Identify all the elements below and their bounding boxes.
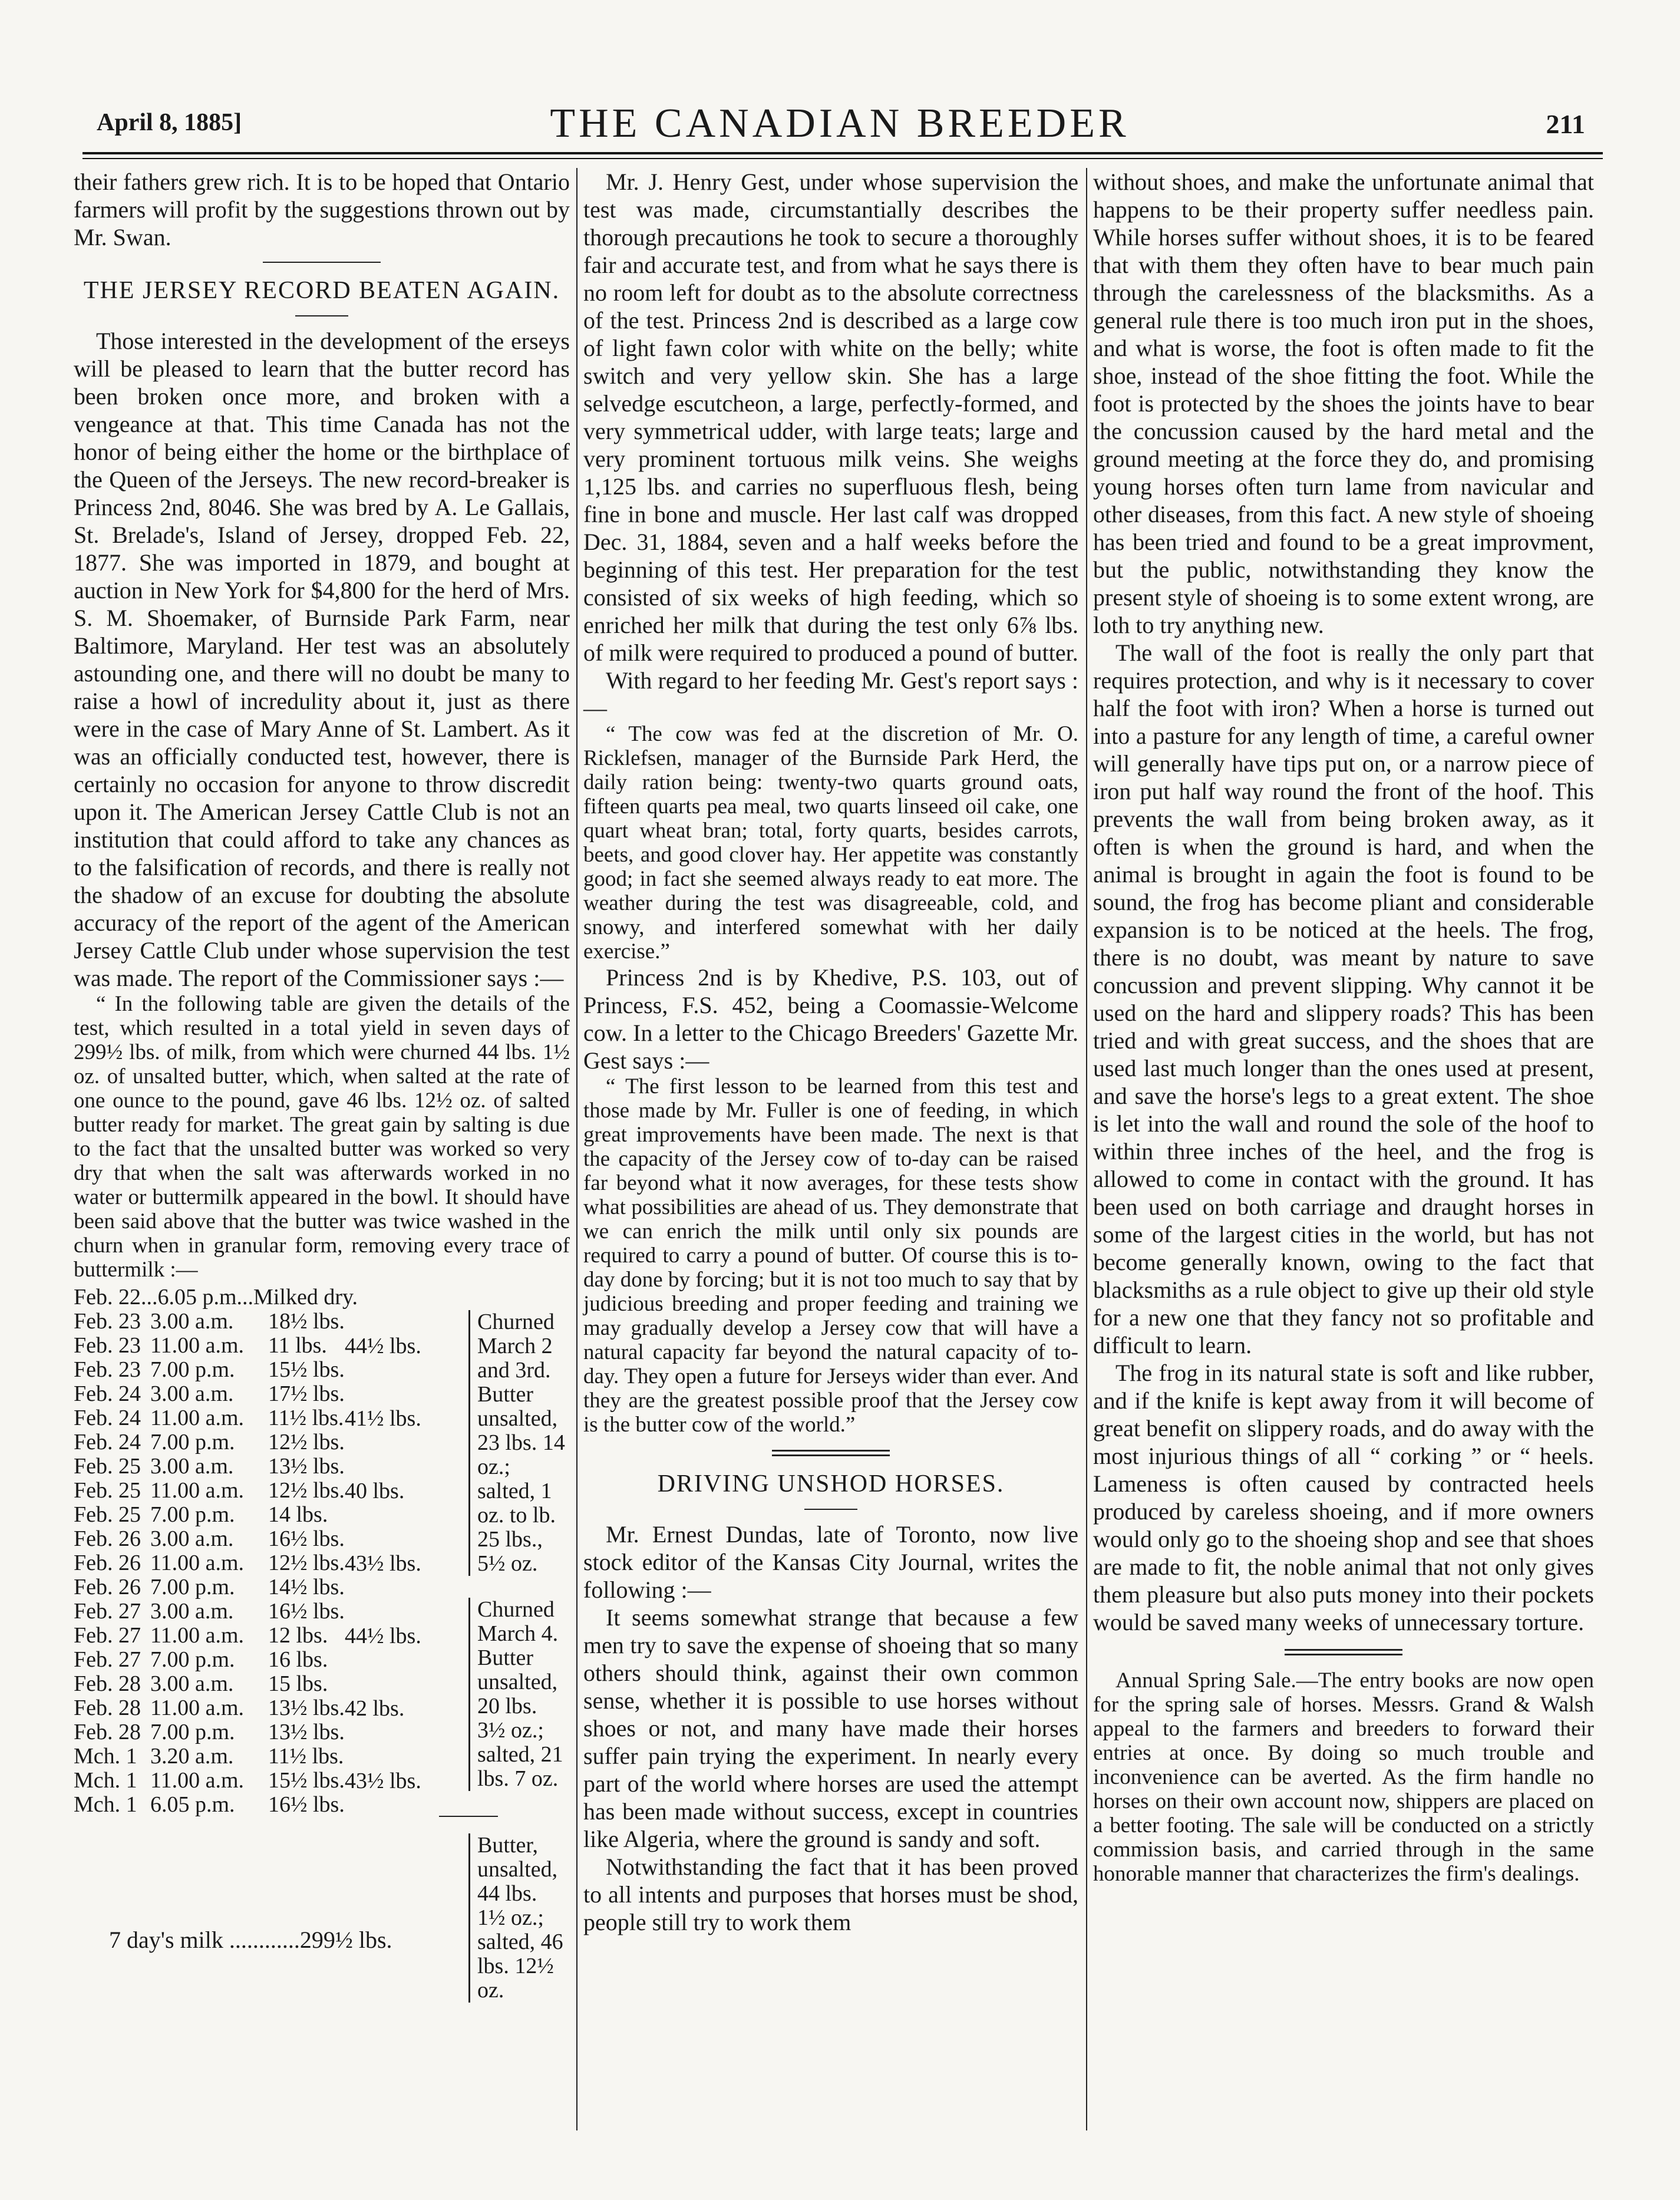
row-date: Mch. 1 [74, 1792, 137, 1817]
quote-paragraph: “ The cow was fed at the discretion of Mr. O. Ricklefsen, manager of the Burnside Park Herd, the daily ration being: twenty-two quarts ground oats, fifteen quarts pea meal, two quarts linseed oil cake, one quart wheat bran; total, forty quarts, besides carrots, beets, and good clover hay. Her appetite was constantly good; in fact she seemed always ready to eat more. The weather during the test was disagreeable, cold, and snowy, and interfered somewhat with her daily exercise.” [583, 722, 1078, 964]
row-time: 3.00 a.m. [150, 1309, 234, 1334]
row-lbs: 18½ lbs. [268, 1309, 345, 1334]
churn-note: Churned March 2 and 3rd. Butter unsalted, 23 lbs. 14 oz.; salted, 1 oz. to lb. 25 lbs., 5½ oz. [468, 1310, 566, 1576]
masthead-title: THE CANADIAN BREEDER [550, 101, 1130, 146]
row-lbs: 16½ lbs. [268, 1792, 345, 1817]
row-time: 11.00 a.m. [150, 1478, 245, 1503]
row-date: Mch. 1 [74, 1768, 137, 1793]
row-lbs: 14½ lbs. [268, 1575, 345, 1599]
row-time: 3.00 a.m. [150, 1381, 234, 1406]
row-date: Feb. 27 [74, 1647, 141, 1672]
row-date: Feb. 24 [74, 1430, 141, 1454]
column-1 [74, 168, 570, 2003]
page-number: 211 [1546, 109, 1585, 139]
header-rule [82, 152, 1603, 154]
row-time: 11.00 a.m. [150, 1696, 245, 1720]
row-time: 11.00 a.m. [150, 1333, 245, 1358]
daily-total: 41½ lbs. [345, 1406, 421, 1431]
row-time: 7.00 p.m. [150, 1357, 235, 1382]
row-date: Feb. 26 [74, 1526, 141, 1551]
row-date: Feb. 28 [74, 1696, 141, 1720]
column-divider [1086, 168, 1087, 2130]
quote-paragraph: “ In the following table are given the details of the test, which resulted in a total yield in seven days of 299½ lbs. of milk, from which were churned 44 lbs. 1½ oz. of unsalted butter, which, when salted at the rate of one ounce to the pound, gave 46 lbs. 12½ oz. of salted butter ready for market. The great gain by salting is due to the fact that the unsalted butter was worked so very dry that when the salt was afterwards worked in no water or buttermilk appeared in the bowl. It should have been said above that the butter was twice washed in the churn when in granular form, removing every trace of buttermilk :— [74, 992, 570, 1282]
daily-total: 44½ lbs. [345, 1624, 421, 1648]
row-date: Feb. 25 [74, 1502, 141, 1527]
daily-total: 42 lbs. [345, 1696, 405, 1721]
row-date: Feb. 28 [74, 1671, 141, 1696]
column-divider [576, 168, 577, 2130]
row-date: Feb. 24 [74, 1381, 141, 1406]
row-time: 3.00 a.m. [150, 1671, 234, 1696]
header-rule-thin [82, 158, 1603, 159]
row-lbs: 13½ lbs. [268, 1696, 345, 1720]
paragraph: Princess 2nd is by Khedive, P.S. 103, out of Princess, F.S. 452, being a Coomassie-Welcome cow. In a letter to the Chicago Breeders' Gazette Mr. Gest says :— [583, 964, 1078, 1074]
table-row: Feb. 22...6.05 p.m...Milked dry. [74, 1285, 358, 1310]
row-date: Feb. 25 [74, 1478, 141, 1503]
row-date: Feb. 25 [74, 1454, 141, 1479]
row-lbs: 12½ lbs. [268, 1430, 345, 1454]
row-date: Feb. 23 [74, 1309, 141, 1334]
row-lbs: 16 lbs. [268, 1647, 328, 1672]
article-title: DRIVING UNSHOD HORSES. [657, 1470, 1005, 1498]
row-time: 3.00 a.m. [150, 1599, 234, 1624]
row-date: Feb. 26 [74, 1575, 141, 1599]
row-lbs: 16½ lbs. [268, 1526, 345, 1551]
article-title: THE JERSEY RECORD BEATEN AGAIN. [83, 277, 560, 304]
divider [1285, 1649, 1402, 1655]
table-row [74, 1575, 570, 1599]
row-lbs: 11 lbs. [268, 1333, 327, 1358]
row-time: 7.00 p.m. [150, 1720, 235, 1744]
row-time: 3.00 a.m. [150, 1454, 234, 1479]
divider [439, 1816, 498, 1817]
row-lbs: 11½ lbs. [268, 1406, 344, 1430]
page-header [82, 100, 1597, 147]
issue-date: April 8, 1885] [97, 109, 242, 136]
row-lbs: 16½ lbs. [268, 1599, 345, 1624]
row-lbs: 12 lbs. [268, 1623, 328, 1648]
divider [772, 1450, 890, 1456]
paragraph: their fathers grew rich. It is to be hoped that Ontario farmers will profit by the suggestions thrown out by Mr. Swan. [74, 169, 570, 250]
paragraph: without shoes, and make the unfortunate animal that happens to be their property suffer needless pain. While horses suffer without shoes, it is to be feared that with them they often have to bear much pain through the carelessness of the blacksmiths. As a general rule there is too much iron put in the shoes, and what is worse, the foot is often made to fit the shoe, instead of the shoe fitting the foot. While the foot is protected by the shoes the joints have to bear the concussion caused by the hard metal and the ground meeting at the force they do, and promising young horses often turn lame from navicular and other diseases, from this fact. A new style of shoeing has been tried and found to be a great improvment, but the public, notwithstanding they know the present style of shoeing is to some extent wrong, are loth to try anything new. [1093, 169, 1594, 638]
paragraph: The wall of the foot is really the only part that requires protection, and why is it necessary to cover half the foot with iron? When a horse is turned out into a pasture for any length of time, a careful owner will generally have tips put on, or a narrow piece of iron put half way round the front of the hoof. This prevents the wall from being broken away, as it often is when the ground is hard, and when the animal is brought in again the foot is found to be sound, the frog has become pliant and considerable expansion is to be noticed at the heels. The frog, there is no doubt, was meant by nature to save concussion and prevent slipping. Why cannot it be used on the hard and slippery roads? This has been tried and with great success, and the shoes that are used last much longer than the ones used at present, and save the horse's legs to a great extent. The shoe is let into the wall and round the sole of the hoof to within three inches of the heel, and the frog is allowed to come in contact with the ground. It has been used on both carriage and draught horses in some of the largest cities in the world, but has not become generally known, owing to the fact that blacksmiths as a rule object to give up their old style for a new one that they fancy not so profitable and difficult to learn. [1093, 639, 1594, 1358]
row-time: 7.00 p.m. [150, 1502, 235, 1527]
divider [295, 315, 348, 316]
weekly-total: 7 day's milk ............299½ lbs. [109, 1927, 392, 1953]
row-date: Feb. 28 [74, 1720, 141, 1744]
daily-total: 43½ lbs. [345, 1769, 421, 1793]
daily-total: 43½ lbs. [345, 1551, 421, 1576]
row-time: 3.00 a.m. [150, 1526, 234, 1551]
row-date: Feb. 27 [74, 1599, 141, 1624]
paragraph: Mr. Ernest Dundas, late of Toronto, now live stock editor of the Kansas City Journal, writes the following :— [583, 1521, 1078, 1603]
row-lbs: 12½ lbs. [268, 1478, 345, 1503]
row-time: 11.00 a.m. [150, 1551, 245, 1575]
table-row [74, 1793, 570, 1817]
row-date: Mch. 1 [74, 1744, 137, 1769]
paragraph: Mr. J. Henry Gest, under whose supervision the test was made, circumstantially describes the thorough precautions he took to secure a thoroughly fair and accurate test, and from what he says there is no room left for doubt as to the absolute correctness of the test. Princess 2nd is described as a large cow of light fawn color with white on the belly; white switch and very yellow skin. She has a large selvedge escutcheon, a large, perfectly-formed, and very symmetrical udder, with large teats; large and very prominent tortuous milk veins. She weighs 1,125 lbs. and carries no superfluous flesh, being fine in bone and muscle. Her last calf was dropped Dec. 31, 1884, seven and a half weeks before the beginning of this test. Her preparation for the test consisted of six weeks of high feeding, which so enriched her milk that during the test only 6⅞ lbs. of milk were required to produced a pound of butter. [583, 169, 1078, 666]
row-time: 7.00 p.m. [150, 1647, 235, 1672]
notice-paragraph: Annual Spring Sale.—The entry books are now open for the spring sale of horses. Messrs. Grand & Walsh appeal to the farmers and breeders to forward their entries at once. By doing so much trouble and inconvenience can be averted. As the firm handle no horses on their own account now, shippers are placed on a better footing. The sale will be conducted on a strictly commission basis, and carried through in the same honorable manner that characterizes the firm's dealings. [1093, 1668, 1594, 1886]
row-date: Feb. 26 [74, 1551, 141, 1575]
churn-note: Churned March 4. Butter unsalted, 20 lbs. 3½ oz.; salted, 21 lbs. 7 oz. [468, 1598, 566, 1791]
butter-total-note: Butter, unsalted, 44 lbs. 1½ oz.; salted, 46 lbs. 12½ oz. [468, 1833, 566, 2003]
divider [804, 1509, 857, 1510]
row-lbs: 11½ lbs. [268, 1744, 344, 1769]
row-date: Feb. 24 [74, 1406, 141, 1430]
row-date: Feb. 23 [74, 1357, 141, 1382]
row-lbs: 15 lbs. [268, 1671, 328, 1696]
row-date: Feb. 27 [74, 1623, 141, 1648]
row-lbs: 14 lbs. [268, 1502, 328, 1527]
divider [263, 262, 381, 263]
paragraph: The frog in its natural state is soft and like rubber, and if the knife is kept away from it will become of great benefit on slippery roads, and do away with the most injurious things of all “ corking ” or “ heels. Lameness is often caused by contracted heels produced by careless shoeing, and if more owners would only go to the shoeing shop and see that shoes are made to fit, the noble animal that not only gives them pleasure but also puts money into their pockets would be saved many weeks of unnecessary torture. [1093, 1360, 1594, 1635]
row-time: 7.00 p.m. [150, 1575, 235, 1599]
row-lbs: 17½ lbs. [268, 1381, 345, 1406]
row-lbs: 15½ lbs. [268, 1768, 345, 1793]
row-time: 11.00 a.m. [150, 1623, 245, 1648]
paragraph: It seems somewhat strange that because a few men try to save the expense of shoeing that so many others should think, against their own common sense, whether it is possible to use horses without shoes or not, and many have made their horses suffer pain trying the experiment. In nearly every part of the world where horses are used the attempt has been made without success, except in countries like Algeria, where the ground is sandy and soft. [583, 1604, 1078, 1852]
row-time: 11.00 a.m. [150, 1406, 245, 1430]
row-time: 11.00 a.m. [150, 1768, 245, 1793]
row-time: 3.20 a.m. [150, 1744, 234, 1769]
paragraph: With regard to her feeding Mr. Gest's report says :— [583, 667, 1078, 721]
row-time: 7.00 p.m. [150, 1430, 235, 1454]
paragraph: Notwithstanding the fact that it has been proved to all intents and purposes that horses must be shod, people still try to work them [583, 1853, 1078, 1935]
row-lbs: 12½ lbs. [268, 1551, 345, 1575]
paragraph: Those interested in the development of the erseys will be pleased to learn that the butter record has been broken once more, and broken with a vengeance at that. This time Canada has not the honor of being either the home or the birthplace of the Queen of the Jerseys. The new record-breaker is Princess 2nd, 8046. She was bred by A. Le Gallais, St. Brelade's, Island of Jersey, dropped Feb. 22, 1877. She was imported in 1879, and bought at auction in New York for $4,800 for the herd of Mrs. S. M. Shoemaker, of Burnside Park Farm, near Baltimore, Maryland. Her test was an absolutely astounding one, and there will no doubt be many to raise a howl of incredulity about it, just as there were in the case of Mary Anne of St. Lambert. As it was an officially conducted test, however, there is certainly no occasion for anyone to throw discredit upon it. The American Jersey Cattle Club is not an institution that could afford to take any chances as to the falsification of records, and there is really not the shadow of an excuse for doubting the absolute accuracy of the report of the agent of the American Jersey Cattle Club under whose supervision the test was made. The report of the Commissioner says :— [74, 328, 570, 991]
milk-yield-table [74, 1285, 570, 2003]
row-lbs: 15½ lbs. [268, 1357, 345, 1382]
daily-total: 40 lbs. [345, 1479, 405, 1503]
quote-paragraph: “ The first lesson to be learned from this test and those made by Mr. Fuller is one of feeding, in which great improvements have been made. The next is that the capacity of the Jersey cow of to-day can be raised far beyond what it now averages, for these tests show what possibilities are ahead of us. They demonstrate that we can enrich the milk until only six pounds are required to carry a pound of butter. Of course this is to-day done by forcing; but it is not too much to say that by judicious breeding and proper feeding and training we may gradually develop a Jersey cow that will have a natural capacity far beyond the natural capacity of to-day. They open a future for Jerseys wider than ever. And they are the greatest possible proof that the Jersey cow is the butter cow of the world.” [583, 1074, 1078, 1437]
row-lbs: 13½ lbs. [268, 1720, 345, 1744]
row-date: Feb. 23 [74, 1333, 141, 1358]
column-2 [583, 168, 1078, 1936]
daily-total: 44½ lbs. [345, 1334, 421, 1358]
row-lbs: 13½ lbs. [268, 1454, 345, 1479]
column-3 [1093, 168, 1594, 1886]
row-time: 6.05 p.m. [150, 1792, 235, 1817]
